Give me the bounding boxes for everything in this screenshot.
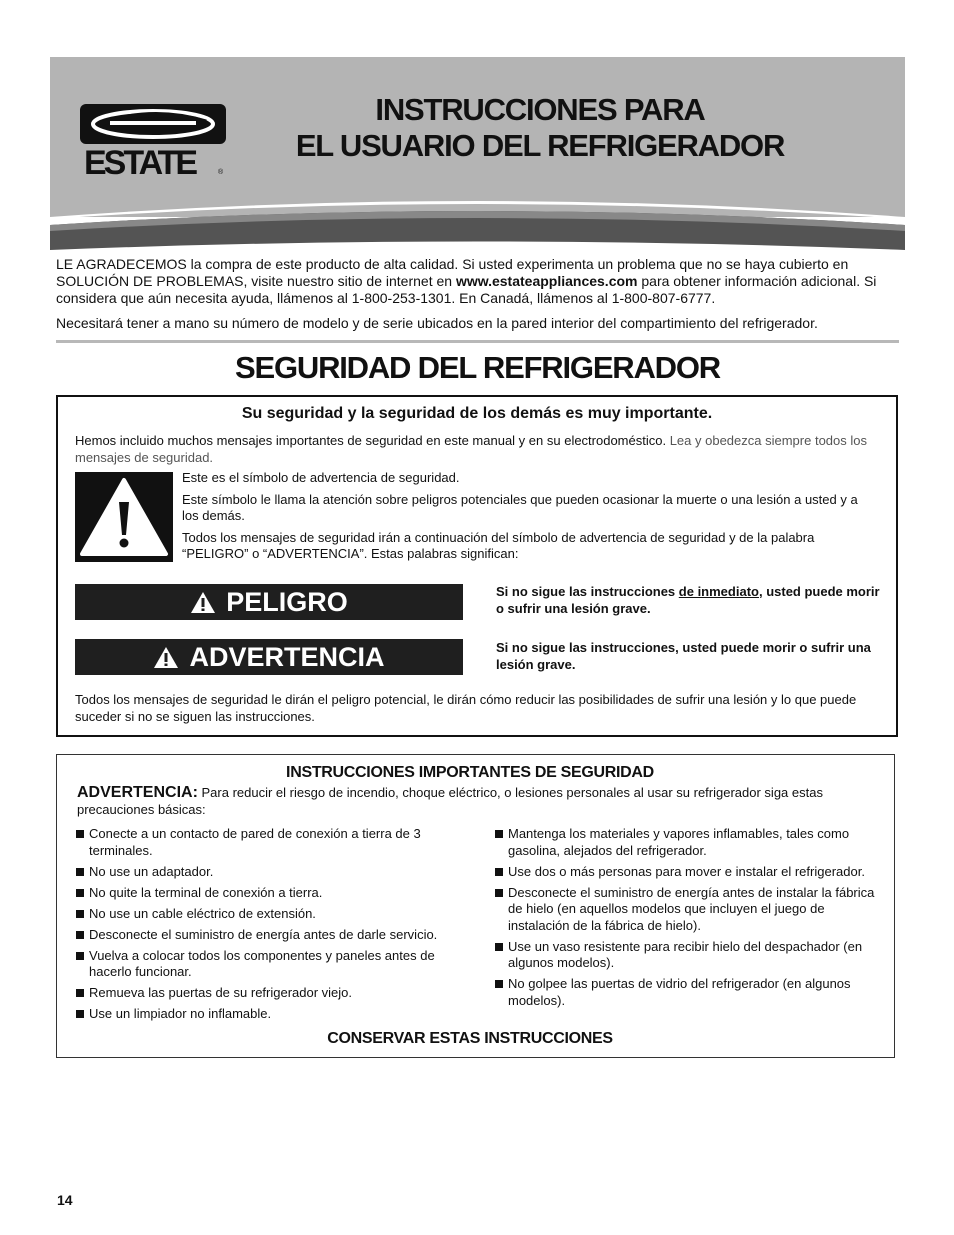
safety-alert-icon [75,472,173,562]
list-item: Vuelva a colocar todos los componentes y paneles antes de hacerlo funcionar. [75,948,470,981]
list-item: No golpee las puertas de vidrio del refrigerador (en algunos modelos). [494,976,884,1009]
important-instructions-title: INSTRUCCIONES IMPORTANTES DE SEGURIDAD [286,764,654,781]
save-instructions: CONSERVAR ESTAS INSTRUCCIONES [327,1030,613,1047]
list-item: Desconecte el suministro de energía antes de instalar la fábrica de hielo (en aquellos modelos que incluyen el juego de instalación de la fábrica de hielo). [494,885,884,935]
warning-triangle-icon [190,591,216,614]
list-item: Conecte a un contacto de pared de conexión a tierra de 3 terminales. [75,826,470,859]
list-item: Use un vaso resistente para recibir hielo del despachador (en algunos modelos). [494,939,884,972]
divider [56,340,899,343]
list-item: No use un adaptador. [75,864,470,881]
website-link[interactable]: www.estateappliances.com [455,273,638,289]
warning-precautions: ADVERTENCIA: Para reducir el riesgo de incendio, choque eléctrico, o lesiones personales al usar su refrigerador siga estas precauciones básicas: [77,784,823,817]
safety-box [56,395,898,737]
list-item: Mantenga los materiales y vapores inflamables, tales como gasolina, alejados del refrigerador. [494,826,884,859]
section-title: SEGURIDAD DEL REFRIGERADOR [235,350,720,385]
page-number: 14 [57,1192,73,1208]
intro-paragraph-2: Necesitará tener a mano su número de modelo y de serie ubicados en la pared interior del compartimiento del refrigerador. [56,315,818,331]
page-title: INSTRUCCIONES PARA EL USUARIO DEL REFRIGERADOR [295,92,785,163]
list-item: No use un cable eléctrico de extensión. [75,906,470,923]
warning-banner: ADVERTENCIA [75,639,463,675]
list-item: Use un limpiador no inflamable. [75,1006,470,1023]
danger-banner: PELIGRO [75,584,463,620]
svg-text:®: ® [218,169,224,176]
list-item: Desconecte el suministro de energía antes de darle servicio. [75,927,470,944]
list-item: Remueva las puertas de su refrigerador viejo. [75,985,470,1002]
important-instructions-box [56,754,895,1058]
warning-description: Si no sigue las instrucciones, usted puede morir o sufrir una lesión grave. [496,640,871,672]
safety-intro: Hemos incluido muchos mensajes importantes de seguridad en este manual y en su electrodoméstico. Lea y obedezca siempre todos los mensajes de seguridad. [75,433,867,465]
safety-heading: Su seguridad y la seguridad de los demás es muy importante. [241,405,713,422]
intro-paragraph-1: LE AGRADECEMOS la compra de este producto de alta calidad. Si usted experimenta un problema que no se haya cubierto en SOLUCIÓN DE PROBLEMAS, visite nuestro sitio de internet en www.estateappliances.com para obtener información adicional. Si considera que aún necesita ayuda, llámenos al 1-800-253-1301. En Canadá, llámenos al 1-800-807-6777. [56,256,877,306]
intro-text [56,256,901,340]
svg-text:ESTATE: ESTATE [84,144,196,176]
list-item: No quite la terminal de conexión a tierra. [75,885,470,902]
symbol-explanation: Este es el símbolo de advertencia de seguridad. Este símbolo le llama la atención sobre peligros potenciales que pueden ocasionar la muerte o una lesión a usted y a los demás. Todos los mensajes de seguridad irán a continuación del símbolo de advertencia de seguridad y de la palabra “PELIGRO” o “ADVERTENCIA”. Estas palabras significan: [182,470,858,561]
danger-description: Si no sigue las instrucciones de inmediato, usted puede morir o sufrir una lesión grave. [496,584,880,616]
estate-logo [80,104,226,176]
warning-triangle-icon [153,646,179,669]
safety-footer: Todos los mensajes de seguridad le dirán el peligro potencial, le dirán cómo reducir las posibilidades de sufrir una lesión y lo que puede suceder si no se siguen las instrucciones. [75,692,857,724]
precautions-list-right [494,826,884,1014]
list-item: Use dos o más personas para mover e instalar el refrigerador. [494,864,884,881]
precautions-list-left [75,826,470,1027]
